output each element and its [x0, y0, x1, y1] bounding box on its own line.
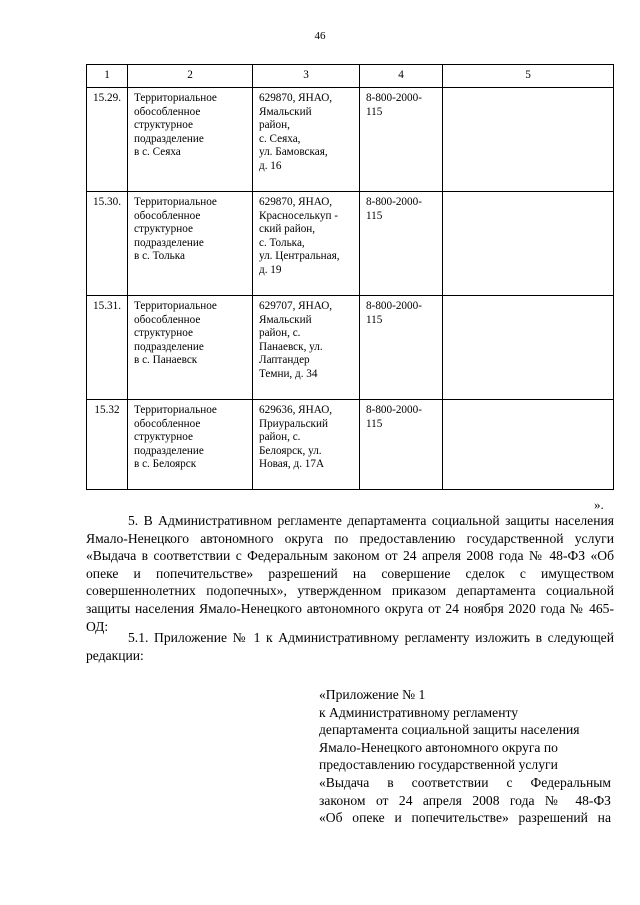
office-name: Территориальное обособленное структурное подразделение в с. Панаевск [128, 296, 253, 400]
office-phone: 8-800-2000- 115 [360, 192, 443, 296]
registry-table [86, 64, 614, 490]
annex-line: департамента социальной защиты населения [319, 722, 580, 738]
office-name: Территориальное обособленное структурное подразделение в с. Сеяха [128, 88, 253, 192]
table-row [87, 88, 614, 192]
table-row [87, 296, 614, 400]
header-col-4: 4 [360, 65, 443, 88]
office-address: 629870, ЯНАО, Ямальский район, с. Сеяха, ул. Бамовская, д. 16 [253, 88, 360, 192]
annex-line: «Выдача в соответствии с Федеральным [319, 774, 611, 790]
office-name: Территориальное обособленное структурное подразделение в с. Толька [128, 192, 253, 296]
paragraph-5-1: 5.1. Приложение № 1 к Административному регламенту изложить в следующей редакции: [86, 630, 614, 663]
row-number: 15.30. [87, 192, 128, 296]
header-col-3: 3 [253, 65, 360, 88]
annex-line: предоставлению государственной услуги [319, 757, 558, 773]
row-number: 15.31. [87, 296, 128, 400]
annex-line: «Приложение № 1 [319, 687, 426, 702]
office-name: Территориальное обособленное структурное подразделение в с. Белоярск [128, 400, 253, 490]
annex-line: Ямало-Ненецкого автономного округа по [319, 739, 558, 755]
row-number: 15.32 [87, 400, 128, 490]
office-phone: 8-800-2000- 115 [360, 296, 443, 400]
table-header-row [87, 65, 614, 88]
office-extra [443, 88, 614, 192]
office-phone: 8-800-2000- 115 [360, 88, 443, 192]
office-address: 629636, ЯНАО, Приуральский район, с. Белоярск, ул. Новая, д. 17А [253, 400, 360, 490]
table-row [87, 400, 614, 490]
office-extra [443, 400, 614, 490]
office-phone: 8-800-2000- 115 [360, 400, 443, 490]
closing-quote: ». [594, 497, 604, 512]
annex-line: к Административному регламенту [319, 704, 519, 720]
annex-heading [319, 686, 611, 827]
office-extra [443, 296, 614, 400]
paragraph-5: 5. В Административном регламенте департамента социальной защиты населения Ямало-Ненецкого автономного округа по предоставлению государственной услуги «Выдача в соответствии с Федеральным законом от 24 апреля 2008 года № 48-ФЗ «Об опеке и попечительстве» разрешений на совершение сделок с имуществом совершеннолетних подопечных», утвержденном приказом департамента социальной защиты населения Ямало-Ненецкого автономного округа от 24 ноября 2020 года № 465-ОД: [86, 513, 614, 634]
page-number: 46 [314, 30, 326, 42]
table-row [87, 192, 614, 296]
office-address: 629707, ЯНАО, Ямальский район, с. Панаевск, ул. Лаптандер Темни, д. 34 [253, 296, 360, 400]
header-col-1: 1 [87, 65, 128, 88]
office-extra [443, 192, 614, 296]
annex-line: законом от 24 апреля 2008 года № 48-ФЗ [319, 792, 611, 808]
office-address: 629870, ЯНАО, Красноселькуп - ский район, с. Толька, ул. Центральная, д. 19 [253, 192, 360, 296]
row-number: 15.29. [87, 88, 128, 192]
annex-line: «Об опеке и попечительстве» разрешений на [319, 810, 611, 826]
header-col-5: 5 [443, 65, 614, 88]
header-col-2: 2 [128, 65, 253, 88]
